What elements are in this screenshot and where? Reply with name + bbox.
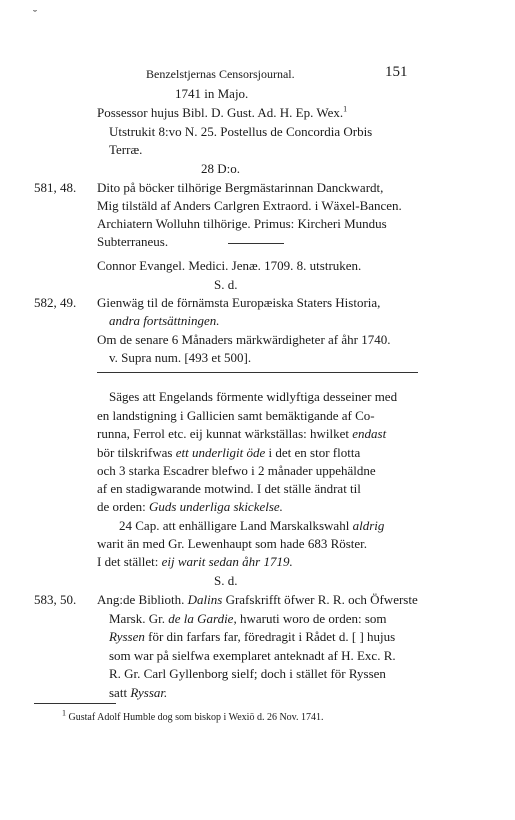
page-number: 151 <box>385 64 408 80</box>
line-sielfwa-exemplaret: som war på sielfwa exemplaret anteknadt af H. Exc. R. <box>109 648 396 663</box>
entry-number-581: 581, 48. <box>34 180 77 195</box>
line-guds-skickelse: de orden: Guds underliga skickelse. <box>97 499 283 514</box>
line-mig-tilstald: Mig tilstäld af Anders Carlgren Extraord. i Wäxel-Bancen. <box>97 198 402 213</box>
line-gienwag: Gienwäg til de förnämsta Europæiska Staters Historia, <box>97 295 381 310</box>
line-sd-1: S. d. <box>214 277 238 292</box>
line-satt-ryssar: satt Ryssar. <box>109 685 168 700</box>
line-archiatern: Archiatern Wolluhn tilhörige. Primus: Kircheri Mundus <box>97 216 387 231</box>
entry-number-582: 582, 49. <box>34 295 77 310</box>
line-motwind: af en stadigwarande motwind. I det ställe ändrat til <box>97 481 361 496</box>
line-om-de-senare: Om de senare 6 Månaders märkwärdigheter af åhr 1740. <box>97 332 391 347</box>
line-24-cap: 24 Cap. att enhälligare Land Marskalkswahl aldrig <box>119 518 385 533</box>
line-date-28: 28 D:o. <box>201 161 240 176</box>
footnote-ref: 1 <box>343 104 348 114</box>
line-terrae: Terræ. <box>109 142 143 157</box>
line-possessor: Possessor hujus Bibl. D. Gust. Ad. H. Ep. Wex.$^1$ <box>97 104 348 120</box>
line-connor: Connor Evangel. Medici. Jenæ. 1709. 8. utstruken. <box>97 258 362 273</box>
footnote-divider <box>34 703 116 704</box>
line-date-1741: 1741 in Majo. <box>175 86 249 101</box>
line-sages: Säges att Engelands förmente widlyftiga desseiner med <box>109 389 398 404</box>
line-bor-tilskrifwas: bör tilskrifwas ett underligit öde i det en stor flotta <box>97 445 361 460</box>
line-andra-fortsattningen: andra fortsättningen. <box>109 313 220 328</box>
line-lewenhaupt: warit än med Gr. Lewenhaupt som hade 683 Röster. <box>97 536 368 551</box>
line-supra-num: v. Supra num. [493 et 500]. <box>109 350 252 365</box>
line-runna: runna, Ferrol etc. eij kunnat wärkställas: hwilket endast <box>97 426 387 441</box>
line-angde-biblioth: Ang:de Biblioth. Dalins Grafskrifft öfwer R. R. och Öfwerste <box>97 592 418 607</box>
running-title: Benzelstjernas Censorsjournal. <box>146 67 295 81</box>
entry-number-583: 583, 50. <box>34 592 77 607</box>
corner-mark: ˘ <box>33 7 37 21</box>
line-utstrukit: Utstrukit 8:vo N. 25. Postellus de Concordia Orbis <box>109 124 373 139</box>
long-divider <box>97 372 418 373</box>
line-gyllenborg: R. Gr. Carl Gyllenborg sielf; doch i stället för Ryssen <box>109 666 386 681</box>
line-marsk: Marsk. Gr. de la Gardie, hwaruti woro de orden: som <box>109 611 387 626</box>
line-dito: Dito på böcker tilhörige Bergmästarinnan Danckwardt, <box>97 180 384 195</box>
line-subterraneus: Subterraneus. <box>97 234 169 249</box>
line-ryssen-farfar: Ryssen för din farfars far, föredragit i Rådet d. [ ] hujus <box>109 629 396 644</box>
line-escadrer: och 3 starka Escadrer blefwo i 2 månader uppehäldne <box>97 463 376 478</box>
line-landstigning: en landstigning i Gallicien samt bemäktigande af Co- <box>97 408 375 423</box>
line-sd-2: S. d. <box>214 573 238 588</box>
footnote: $^1$ Gustaf Adolf Humble dog som biskop i Wexiö d. 26 Nov. 1741. <box>62 708 324 723</box>
line-sedan-1719: I det stället: eij warit sedan åhr 1719. <box>97 554 293 569</box>
short-divider-1 <box>228 243 284 244</box>
